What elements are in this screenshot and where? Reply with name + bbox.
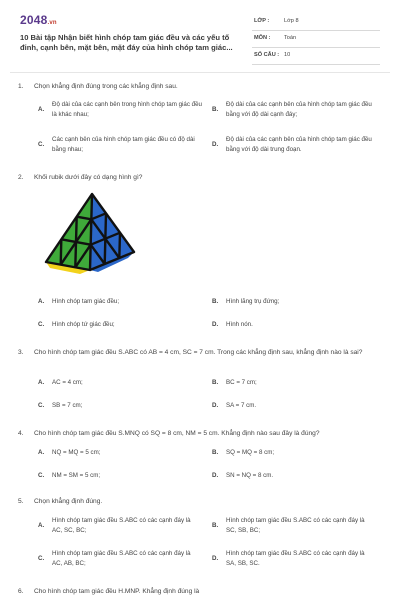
meta-key: SỐ CÂU :	[254, 52, 280, 58]
option-text: Các cạnh bên của hình chóp tam giác đều có độ dài bằng nhau;	[52, 136, 195, 153]
divider	[10, 72, 390, 73]
option-letter: D.	[212, 555, 219, 562]
option-text: Hình nón.	[226, 321, 253, 328]
meta-key: LỚP :	[254, 18, 270, 24]
option-letter: D.	[212, 321, 219, 328]
meta-row-grade	[252, 14, 380, 31]
option-text: Hình chóp tam giác đều;	[52, 298, 120, 305]
option-text: SN = NQ = 8 cm.	[226, 472, 274, 479]
option-text: Hình chóp tam giác đều S.ABC có các cạnh đáy là SC, SB, BC;	[226, 517, 365, 534]
option-letter: C.	[38, 402, 45, 409]
option-letter: B.	[212, 449, 219, 456]
meta-value: 10	[284, 52, 291, 58]
option-text: Độ dài của các cạnh bên của hình chóp tam giác đều bằng với độ dài cạnh đáy;	[226, 101, 372, 118]
option-letter: B.	[212, 106, 219, 113]
question-text: Cho hình chóp tam giác đều S.MNQ có SQ = 8 cm, NM = 5 cm. Khẳng định nào sau đây là đúng?	[34, 430, 320, 437]
rubik-right-face	[90, 194, 134, 270]
logo-tld: .vn	[47, 20, 57, 26]
option-text: NQ = MQ = 5 cm;	[52, 449, 101, 456]
meta-value: Toán	[284, 35, 297, 41]
option-text: Hình chóp tam giác đều S.ABC có các cạnh đáy là AC, SC, BC;	[52, 517, 191, 534]
option-text: Hình chóp tam giác đều S.ABC có các cạnh đáy là AC, AB, BC;	[52, 550, 191, 567]
option-letter: D.	[212, 402, 219, 409]
meta-row-count	[252, 48, 380, 65]
option-text: BC = 7 cm;	[226, 379, 257, 386]
meta-info	[252, 14, 380, 65]
option-letter: C.	[38, 555, 45, 562]
meta-row-subject	[252, 31, 380, 48]
option-text: Hình chóp tam giác đều S.ABC có các cạnh đáy là SA, SB, SC.	[226, 550, 365, 567]
option-letter: D.	[212, 141, 219, 148]
header	[0, 0, 400, 66]
option-text: Hình chóp tứ giác đều;	[52, 321, 115, 328]
question-text: Khối rubik dưới đây có dạng hình gì?	[34, 174, 143, 181]
option-text: Độ dài của các cạnh bên trong hình chóp tam giác đều là khác nhau;	[52, 101, 202, 118]
site-logo[interactable]	[20, 13, 57, 27]
option-letter: A.	[38, 298, 45, 305]
question-text: Cho hình chóp tam giác đều S.ABC có AB = 4 cm, SC = 7 cm. Trong các khẳng định sau, khẳng định nào là sai?	[34, 349, 363, 356]
option-letter: A.	[38, 379, 45, 386]
meta-key: MÔN :	[254, 35, 271, 41]
rubik-pyramid-image	[40, 188, 140, 274]
option-text: AC = 4 cm;	[52, 379, 83, 386]
question-text: Cho hình chóp tam giác đều H.MNP. Khẳng định đúng là	[34, 588, 200, 595]
option-text: Độ dài của các cạnh bên của hình chóp tam giác đều bằng với độ dài trung đoạn.	[226, 136, 372, 153]
option-text: SB = 7 cm;	[52, 402, 83, 409]
option-letter: C.	[38, 472, 45, 479]
question-number: 2.	[18, 174, 24, 181]
option-text: NM = SM = 5 cm;	[52, 472, 101, 479]
option-text: SA = 7 cm.	[226, 402, 257, 409]
question-number: 5.	[18, 498, 24, 505]
option-letter: B.	[212, 298, 219, 305]
option-letter: A.	[38, 522, 45, 529]
option-letter: A.	[38, 106, 45, 113]
option-letter: C.	[38, 141, 45, 148]
option-letter: A.	[38, 449, 45, 456]
question-number: 6.	[18, 588, 24, 595]
question-number: 1.	[18, 83, 24, 90]
option-letter: B.	[212, 522, 219, 529]
worksheet-title: 10 Bài tập Nhận biết hình chóp tam giác đều và các yếu tố đỉnh, cạnh bên, mặt bên, mặt đáy của hình chóp tam giác...	[20, 33, 233, 52]
logo-text: 2048	[20, 13, 48, 27]
question-number: 4.	[18, 430, 24, 437]
question-number: 3.	[18, 349, 24, 356]
question-text: Chọn khẳng định đúng.	[34, 498, 103, 505]
option-letter: D.	[212, 472, 219, 479]
meta-value: Lớp 8	[284, 18, 299, 24]
option-text: Hình lăng trụ đứng;	[226, 298, 280, 305]
question-text: Chọn khẳng định đúng trong các khẳng định sau.	[34, 83, 178, 90]
option-text: SQ = MQ = 8 cm;	[226, 449, 275, 456]
option-letter: C.	[38, 321, 45, 328]
option-letter: B.	[212, 379, 219, 386]
